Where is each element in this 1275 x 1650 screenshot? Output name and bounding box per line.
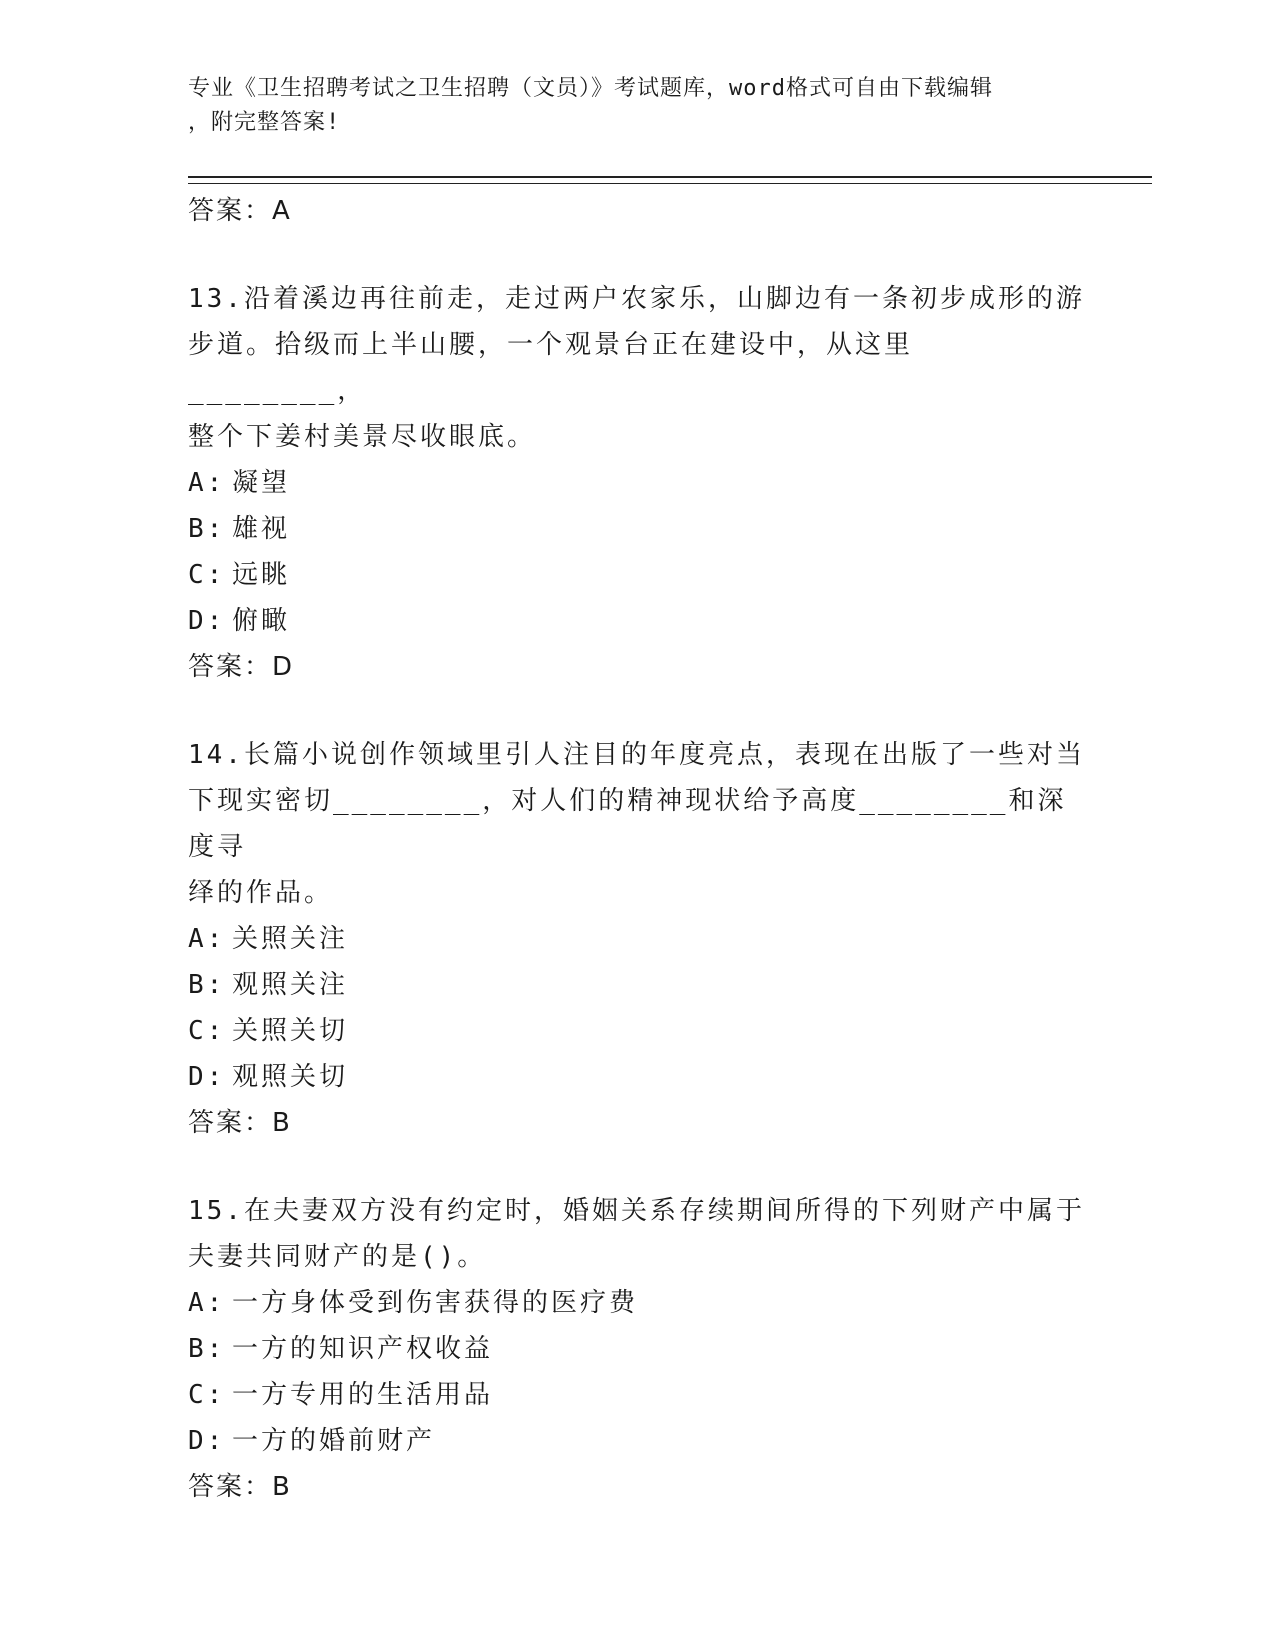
- option-key: A:: [188, 468, 226, 498]
- option-key: D:: [188, 606, 226, 636]
- option-c: [188, 552, 1088, 598]
- header-rule-thin: [188, 183, 1152, 184]
- question-stem: [188, 732, 1088, 916]
- option-text: 俯瞰: [232, 606, 291, 636]
- stem-line: 步道。拾级而上半山腰，一个观景台正在建设中，从这里________，: [188, 330, 914, 406]
- question-13: [188, 276, 1088, 690]
- option-text: 雄视: [232, 514, 291, 544]
- option-text: 关照关切: [232, 1016, 349, 1046]
- option-key: C:: [188, 1016, 226, 1046]
- option-text: 凝望: [232, 468, 291, 498]
- header-rule-thick: [188, 176, 1152, 178]
- document-content: [188, 188, 1088, 1510]
- option-text: 观照关切: [232, 1062, 349, 1092]
- header-line-1: 专业《卫生招聘考试之卫生招聘（文员）》考试题库，word格式可自由下载编辑: [188, 76, 993, 101]
- option-a: [188, 460, 1088, 506]
- option-key: A:: [188, 924, 226, 954]
- option-b: [188, 506, 1088, 552]
- option-key: B:: [188, 1334, 226, 1364]
- option-text: 观照关注: [232, 970, 349, 1000]
- option-key: B:: [188, 970, 226, 1000]
- stem-line: 13.沿着溪边再往前走，走过两户农家乐，山脚边有一条初步成形的游: [188, 284, 1085, 314]
- option-text: 远眺: [232, 560, 291, 590]
- option-b: [188, 962, 1088, 1008]
- option-key: C:: [188, 1380, 226, 1410]
- option-key: B:: [188, 514, 226, 544]
- option-text: 一方专用的生活用品: [232, 1380, 494, 1410]
- answer-line: 答案：B: [188, 1108, 292, 1138]
- question-14: [188, 732, 1088, 1146]
- header-line-2: ，附完整答案!: [188, 110, 341, 135]
- option-a: [188, 1280, 1088, 1326]
- option-c: [188, 1372, 1088, 1418]
- option-a: [188, 916, 1088, 962]
- option-text: 一方的知识产权收益: [232, 1334, 494, 1364]
- stem-line: 下现实密切________，对人们的精神现状给予高度________和深度寻: [188, 786, 1067, 862]
- stem-line: 夫妻共同财产的是()。: [188, 1242, 487, 1272]
- option-text: 一方身体受到伤害获得的医疗费: [232, 1288, 639, 1318]
- answer-line-q12: 答案：A: [188, 196, 292, 226]
- stem-line: 14.长篇小说创作领域里引人注目的年度亮点，表现在出版了一些对当: [188, 740, 1085, 770]
- answer-line: 答案：B: [188, 1472, 292, 1502]
- stem-line: 15.在夫妻双方没有约定时，婚姻关系存续期间所得的下列财产中属于: [188, 1196, 1085, 1226]
- question-stem: [188, 276, 1088, 460]
- document-header: [188, 72, 1088, 140]
- option-d: [188, 1418, 1088, 1464]
- option-b: [188, 1326, 1088, 1372]
- option-text: 关照关注: [232, 924, 349, 954]
- option-text: 一方的婚前财产: [232, 1426, 436, 1456]
- stem-line: 绎的作品。: [188, 878, 334, 908]
- answer-line: 答案：D: [188, 652, 295, 682]
- stem-line: 整个下姜村美景尽收眼底。: [188, 422, 537, 452]
- option-key: A:: [188, 1288, 226, 1318]
- question-stem: [188, 1188, 1088, 1280]
- question-15: [188, 1188, 1088, 1510]
- option-c: [188, 1008, 1088, 1054]
- option-d: [188, 598, 1088, 644]
- option-key: C:: [188, 560, 226, 590]
- option-d: [188, 1054, 1088, 1100]
- option-key: D:: [188, 1426, 226, 1456]
- option-key: D:: [188, 1062, 226, 1092]
